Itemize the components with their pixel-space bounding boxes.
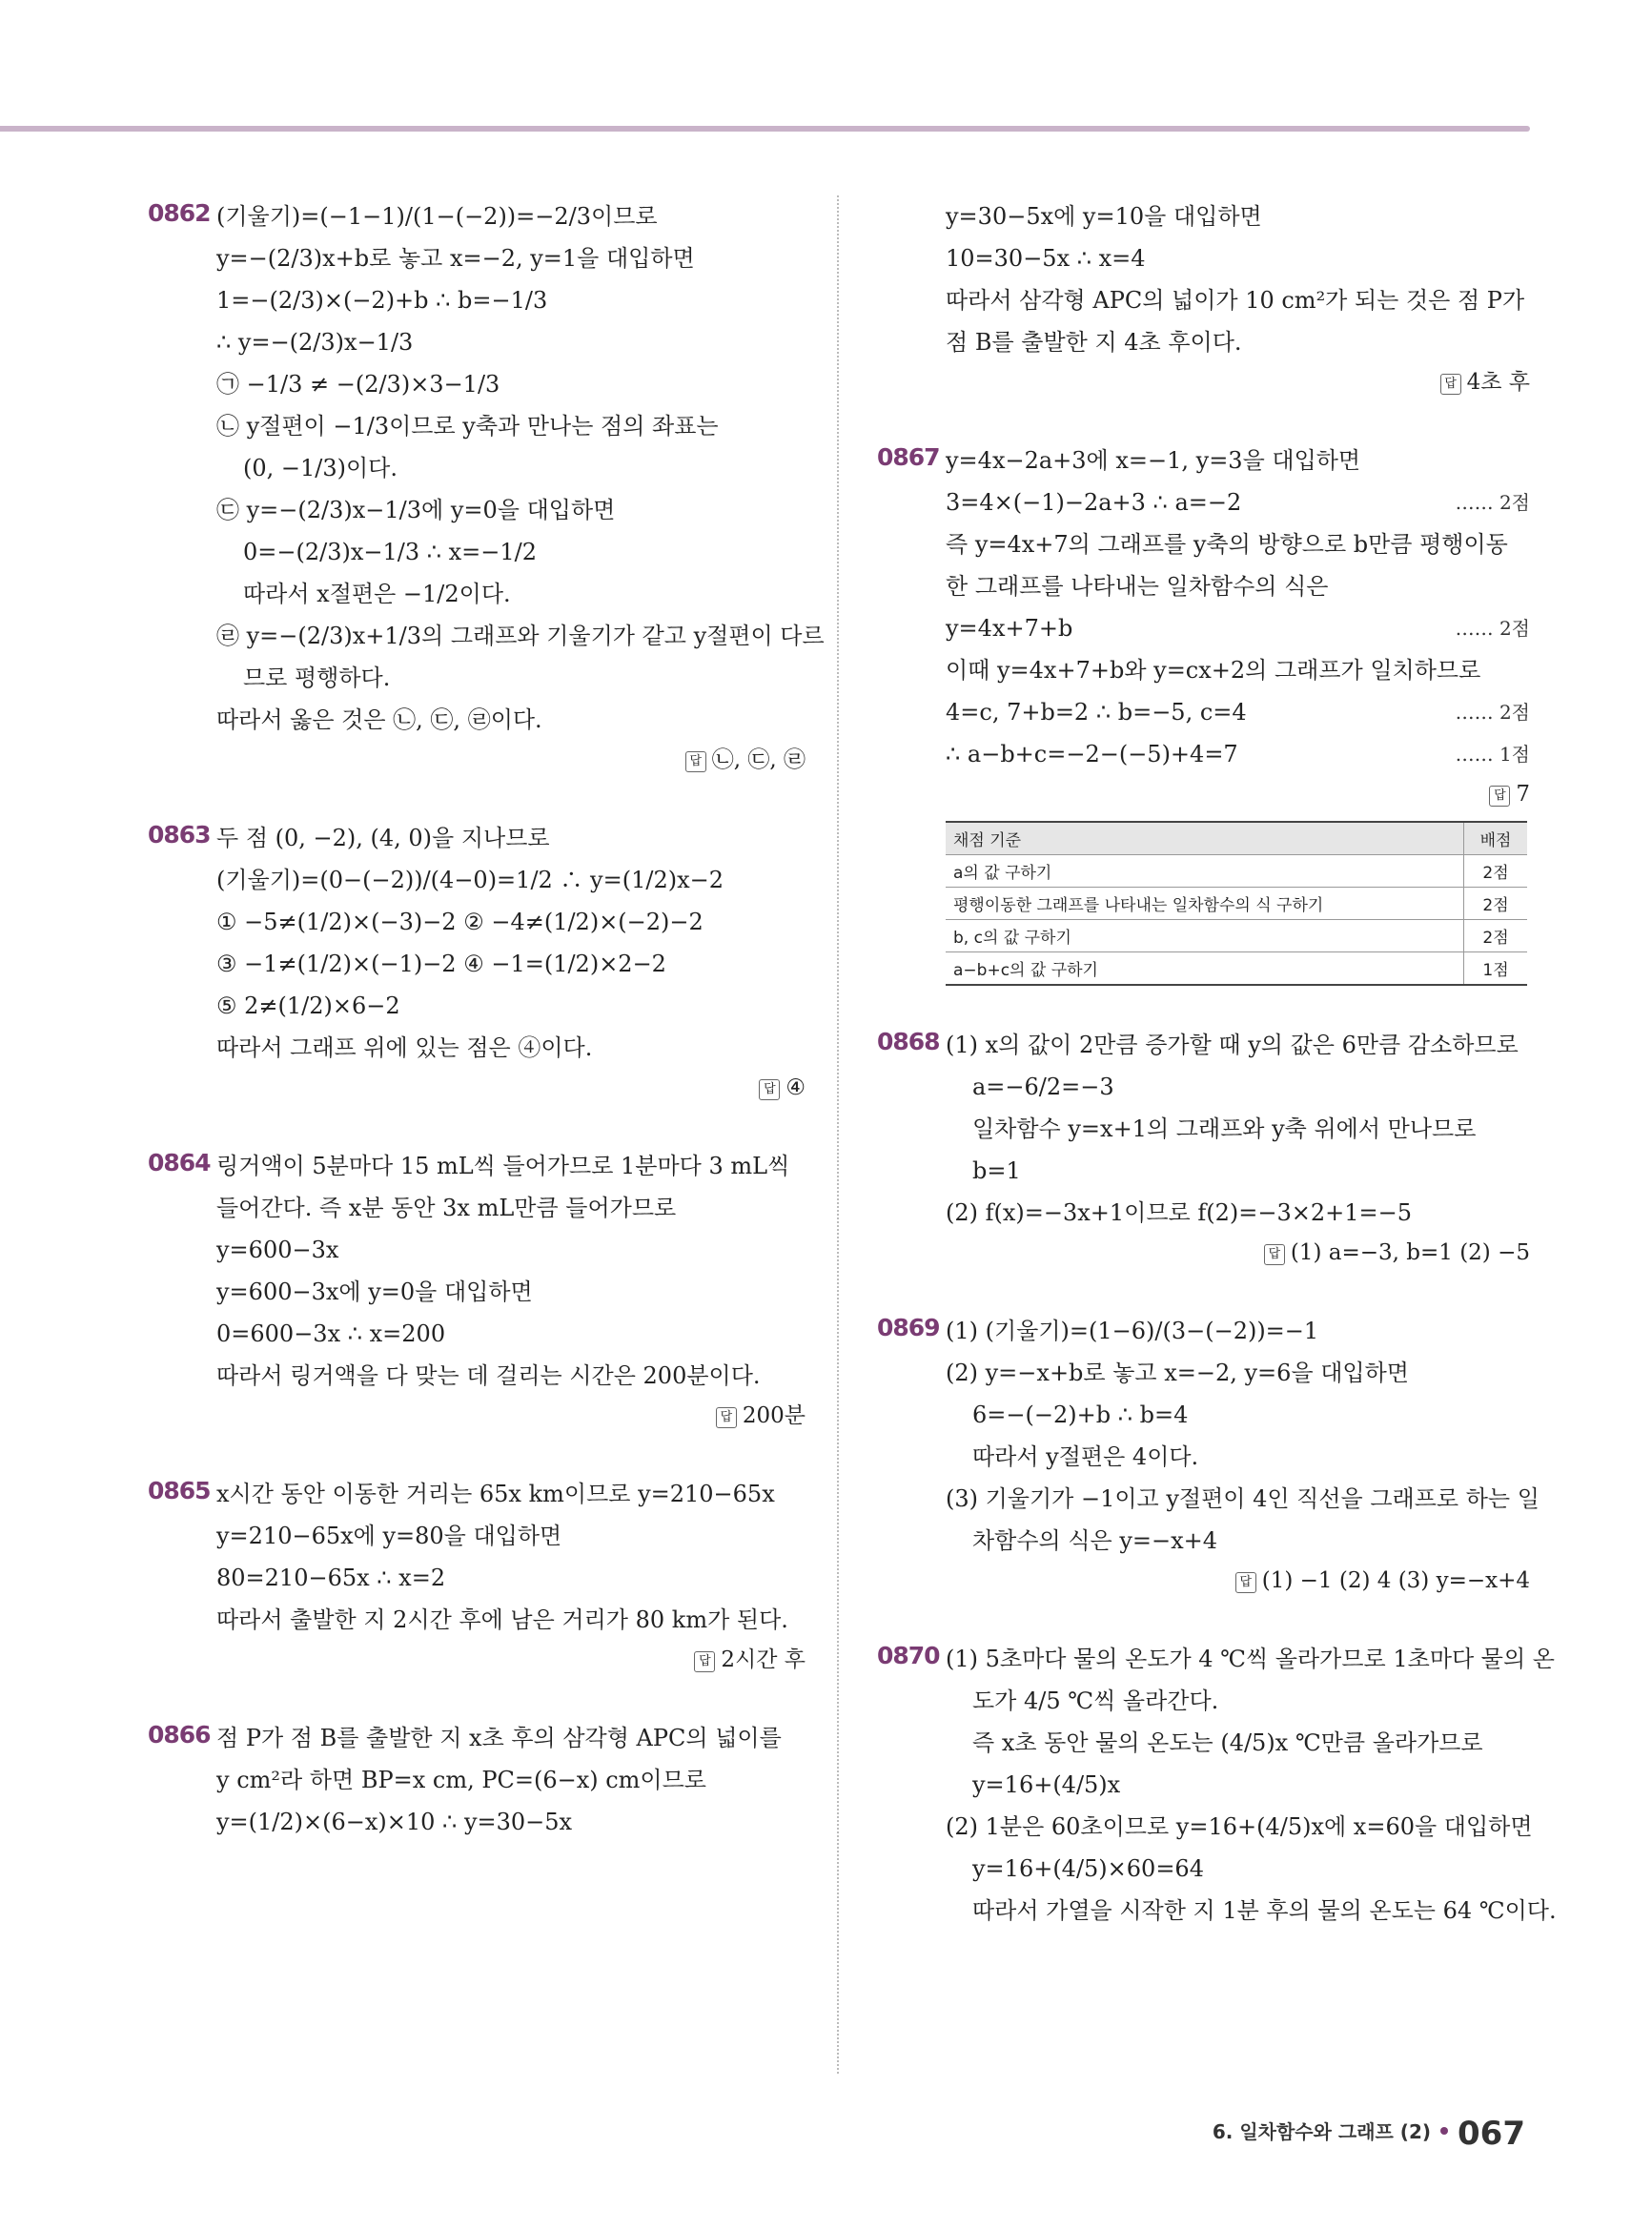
solution-line: x시간 동안 이동한 거리는 65x km이므로 y=210−65x — [216, 1481, 775, 1507]
solution-line: (3) 기울기가 −1이고 y절편이 4인 직선을 그래프로 하는 일 — [946, 1485, 1540, 1512]
problem-number: 0870 — [877, 1642, 940, 1669]
answer: 답 200분 — [216, 1397, 806, 1435]
solution-line: 한 그래프를 나타내는 일차함수의 식은 — [946, 573, 1329, 600]
answer: 답 ㉡, ㉢, ㉣ — [216, 741, 806, 779]
solution-line: 두 점 (0, −2), (4, 0)을 지나므로 — [216, 825, 550, 851]
answer-icon: 답 — [1264, 1244, 1285, 1265]
solution-line: 1=−(2/3)×(−2)+b ∴ b=−1/3 — [216, 287, 548, 314]
answer-icon: 답 — [759, 1079, 780, 1100]
column-divider — [837, 195, 839, 2074]
solution-line: (2) 1분은 60초이므로 y=16+(4/5)x에 x=60을 대입하면 — [946, 1813, 1533, 1840]
solution-line: (1) 5초마다 물의 온도가 4 ℃씩 올라가므로 1초마다 물의 온 — [946, 1646, 1555, 1672]
answer: 답 (1) −1 (2) 4 (3) y=−x+4 — [946, 1562, 1530, 1600]
answer-icon: 답 — [694, 1651, 715, 1672]
answer: 답 7 — [946, 775, 1530, 813]
problem-0863 — [148, 817, 806, 1107]
table-header: 채점 기준 — [946, 822, 1464, 855]
problem-number: 0865 — [148, 1477, 211, 1504]
solution-line: (1) x의 값이 2만큼 증가할 때 y의 값은 6만큼 감소하므로 — [946, 1032, 1519, 1058]
solution-line: (2) y=−x+b로 놓고 x=−2, y=6을 대입하면 — [946, 1360, 1409, 1386]
solution-line: ∴ a−b+c=−2−(−5)+4=7 …… 1점 — [946, 733, 1530, 775]
page-number: 067 — [1458, 2115, 1525, 2153]
answer: 답 ④ — [216, 1069, 806, 1107]
solution-line: y cm²라 하면 BP=x cm, PC=(6−x) cm이므로 — [216, 1767, 706, 1793]
solution-line: ㉠ −1/3 ≠ −(2/3)×3−1/3 — [216, 371, 500, 398]
problem-0870 — [877, 1638, 1557, 1932]
problem-0862 — [148, 195, 825, 779]
solution-line: 따라서 y절편은 4이다. — [972, 1443, 1199, 1470]
score-marker: …… 2점 — [1455, 617, 1530, 640]
solution-line: 므로 평행하다. — [243, 665, 391, 691]
solution-line: 80=210−65x ∴ x=2 — [216, 1565, 446, 1591]
solution-line: y=16+(4/5)×60=64 — [972, 1855, 1204, 1882]
solution-line: y=−(2/3)x+b로 놓고 x=−2, y=1을 대입하면 — [216, 245, 695, 272]
table-header: 배점 — [1464, 822, 1528, 855]
problem-0869 — [877, 1310, 1540, 1600]
solution-line: a=−6/2=−3 — [972, 1074, 1114, 1100]
table-row: 평행이동한 그래프를 나타내는 일차함수의 식 구하기 2점 — [946, 888, 1527, 920]
table-row: a−b+c의 값 구하기 1점 — [946, 952, 1527, 986]
answer-icon: 답 — [1235, 1572, 1256, 1593]
solution-line: y=4x+7+b …… 2점 — [946, 607, 1530, 649]
solution-line: (0, −1/3)이다. — [243, 455, 398, 481]
score-marker: …… 2점 — [1455, 491, 1530, 514]
solution-line: 점 P가 점 B를 출발한 지 x초 후의 삼각형 APC의 넓이를 — [216, 1725, 782, 1751]
problem-number: 0864 — [148, 1149, 211, 1176]
solution-line: ③ −1≠(1/2)×(−1)−2 ④ −1=(1/2)×2−2 — [216, 951, 666, 977]
problem-number: 0863 — [148, 821, 211, 849]
solution-line: 4=c, 7+b=2 ∴ b=−5, c=4 …… 2점 — [946, 691, 1530, 733]
solution-line: 0=600−3x ∴ x=200 — [216, 1320, 446, 1347]
solution-line: (기울기)=(0−(−2))/(4−0)=1/2 ∴ y=(1/2)x−2 — [216, 867, 724, 893]
solution-line: 6=−(−2)+b ∴ b=4 — [972, 1401, 1189, 1428]
solution-line: y=210−65x에 y=80을 대입하면 — [216, 1523, 562, 1549]
solution-line: y=600−3x에 y=0을 대입하면 — [216, 1279, 533, 1305]
answer-icon: 답 — [716, 1407, 737, 1428]
grading-table — [946, 821, 1527, 986]
solution-line: ㉣ y=−(2/3)x+1/3의 그래프와 기울기가 같고 y절편이 다르 — [216, 623, 825, 649]
solution-line: (기울기)=(−1−1)/(1−(−2))=−2/3이므로 — [216, 203, 658, 230]
solution-line: 들어간다. 즉 x분 동안 3x mL만큼 들어가므로 — [216, 1195, 677, 1221]
chapter-label: 6. 일차함수와 그래프 (2) — [1212, 2120, 1432, 2143]
solution-line: 3=4×(−1)−2a+3 ∴ a=−2 …… 2점 — [946, 481, 1530, 523]
problem-0867 — [877, 440, 1530, 986]
problem-0866-continued — [877, 195, 1530, 401]
problem-number: 0862 — [148, 199, 211, 227]
table-row: a의 값 구하기 2점 — [946, 855, 1527, 888]
solution-line: (2) f(x)=−3x+1이므로 f(2)=−3×2+1=−5 — [946, 1199, 1412, 1226]
answer-icon: 답 — [685, 751, 706, 772]
solution-line: y=(1/2)×(6−x)×10 ∴ y=30−5x — [216, 1809, 573, 1835]
solution-line: 즉 y=4x+7의 그래프를 y축의 방향으로 b만큼 평행이동 — [946, 531, 1508, 558]
solution-line: 따라서 x절편은 −1/2이다. — [243, 581, 511, 607]
solution-line: ㉢ y=−(2/3)x−1/3에 y=0을 대입하면 — [216, 497, 616, 523]
solution-line: y=30−5x에 y=10을 대입하면 — [946, 203, 1262, 230]
table-row: b, c의 값 구하기 2점 — [946, 920, 1527, 952]
solution-line: 따라서 그래프 위에 있는 점은 ④이다. — [216, 1034, 593, 1061]
problem-number: 0867 — [877, 443, 940, 471]
solution-line: ⑤ 2≠(1/2)×6−2 — [216, 992, 400, 1019]
solution-line: 따라서 출발한 지 2시간 후에 남은 거리가 80 km가 된다. — [216, 1606, 788, 1633]
solution-line: 따라서 가열을 시작한 지 1분 후의 물의 온도는 64 ℃이다. — [972, 1897, 1557, 1924]
solution-line: 따라서 링거액을 다 맞는 데 걸리는 시간은 200분이다. — [216, 1362, 761, 1389]
top-rule — [0, 126, 1530, 132]
problem-number: 0869 — [877, 1314, 940, 1341]
solution-line: ㉡ y절편이 −1/3이므로 y축과 만나는 점의 좌표는 — [216, 413, 719, 440]
solution-line: 이때 y=4x+7+b와 y=cx+2의 그래프가 일치하므로 — [946, 657, 1481, 684]
answer-icon: 답 — [1440, 374, 1461, 395]
solution-line: 점 B를 출발한 지 4초 후이다. — [946, 329, 1242, 356]
answer: 답 2시간 후 — [216, 1641, 806, 1679]
solution-line: 즉 x초 동안 물의 온도는 (4/5)x ℃만큼 올라가므로 — [972, 1729, 1483, 1756]
answer: 답 (1) a=−3, b=1 (2) −5 — [946, 1234, 1530, 1272]
page-footer — [1213, 2115, 1525, 2153]
problem-0865 — [148, 1473, 806, 1679]
left-column — [148, 195, 825, 1881]
solution-line: ① −5≠(1/2)×(−3)−2 ② −4≠(1/2)×(−2)−2 — [216, 909, 704, 935]
solution-line: 따라서 삼각형 APC의 넓이가 10 cm²가 되는 것은 점 P가 — [946, 287, 1525, 314]
solution-line: y=600−3x — [216, 1237, 339, 1263]
solution-line: y=4x−2a+3에 x=−1, y=3을 대입하면 — [946, 447, 1361, 474]
solution-line: 0=−(2/3)x−1/3 ∴ x=−1/2 — [243, 539, 538, 565]
problem-number: 0866 — [148, 1721, 211, 1749]
solution-line: y=16+(4/5)x — [972, 1771, 1121, 1798]
solution-line: 일차함수 y=x+1의 그래프와 y축 위에서 만나므로 — [972, 1115, 1477, 1142]
solution-line: b=1 — [972, 1157, 1021, 1184]
score-marker: …… 2점 — [1455, 701, 1530, 724]
bullet-icon — [1440, 2127, 1448, 2135]
solution-line: 따라서 옳은 것은 ㉡, ㉢, ㉣이다. — [216, 706, 542, 733]
problem-0868 — [877, 1024, 1530, 1272]
score-marker: …… 1점 — [1455, 743, 1530, 766]
problem-number: 0868 — [877, 1028, 940, 1055]
problem-0864 — [148, 1145, 806, 1435]
solution-line: (1) (기울기)=(1−6)/(3−(−2))=−1 — [946, 1318, 1319, 1344]
answer-icon: 답 — [1489, 786, 1510, 807]
answer: 답 4초 후 — [946, 363, 1530, 401]
solution-line: ∴ y=−(2/3)x−1/3 — [216, 329, 414, 356]
solution-line: 차함수의 식은 y=−x+4 — [972, 1527, 1218, 1554]
right-column — [877, 195, 1557, 1970]
solution-line: 도가 4/5 ℃씩 올라간다. — [972, 1688, 1219, 1714]
solution-line: 10=30−5x ∴ x=4 — [946, 245, 1146, 272]
problem-0866 — [148, 1717, 806, 1843]
solution-line: 링거액이 5분마다 15 mL씩 들어가므로 1분마다 3 mL씩 — [216, 1153, 790, 1179]
